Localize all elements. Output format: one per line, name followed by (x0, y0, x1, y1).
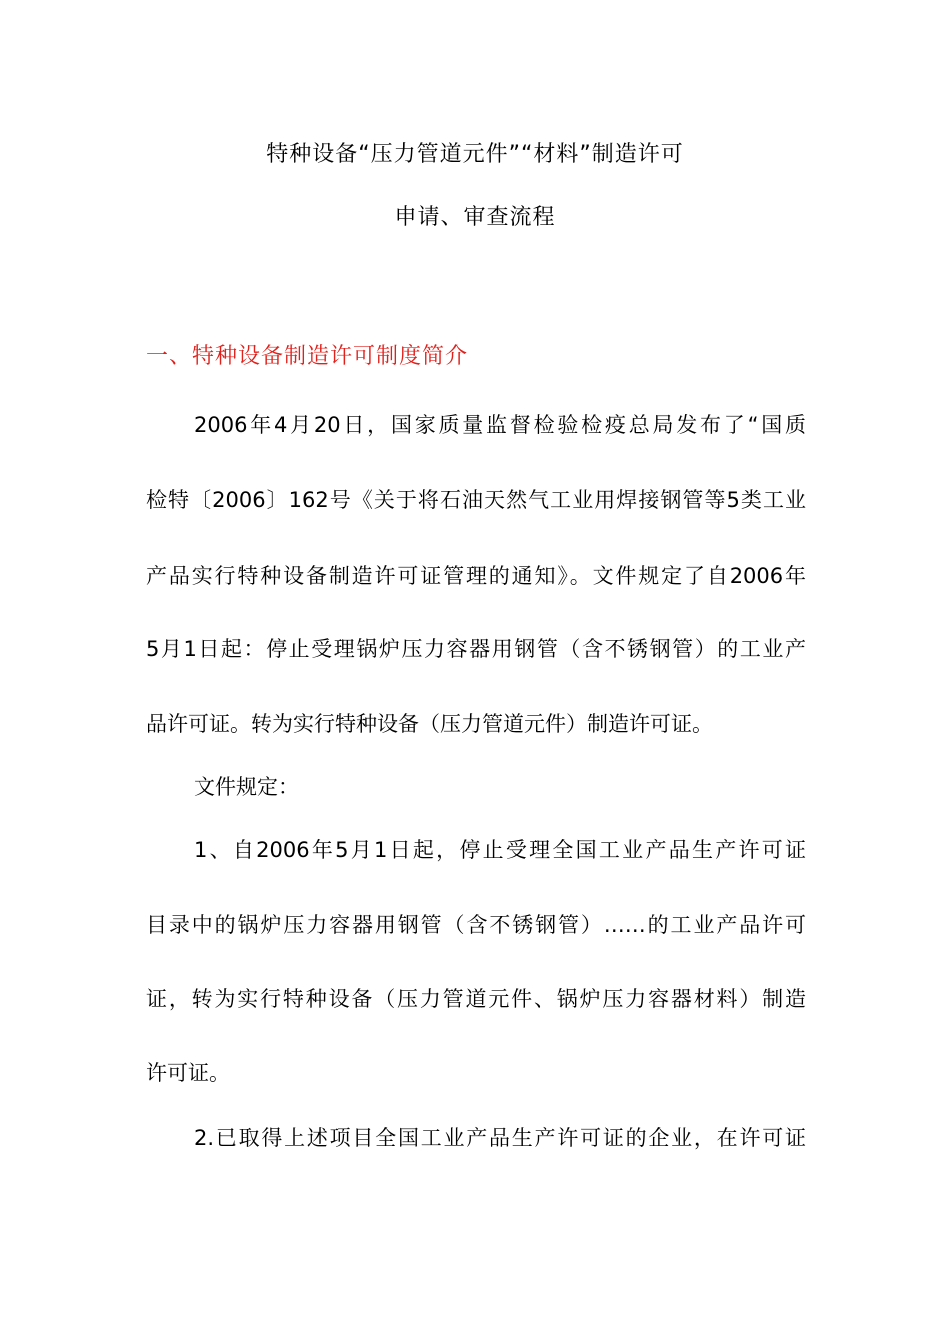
section-heading: 一、特种设备制造许可制度简介 (146, 344, 469, 369)
paragraph-1-line-1: 2006年4月20日，国家质量监督检验检疫总局发布了“国质 (194, 413, 806, 437)
rules-label: 文件规定： (194, 775, 299, 799)
document-title-line-1: 特种设备“压力管道元件”“材料”制造许可 (266, 142, 684, 167)
item-1-line-4: 许可证。 (146, 1061, 230, 1085)
item-1-line-1: 1、自2006年5月1日起，停止受理全国工业产品生产许可证 (194, 838, 806, 862)
item-1-line-3: 证，转为实行特种设备（压力管道元件、锅炉压力容器材料）制造 (146, 987, 806, 1011)
paragraph-1-line-3: 产品实行特种设备制造许可证管理的通知》。文件规定了自2006年 (146, 564, 806, 588)
paragraph-1-line-5: 品许可证。转为实行特种设备（压力管道元件）制造许可证。 (146, 712, 713, 736)
item-2-line-1: 2.已取得上述项目全国工业产品生产许可证的企业，在许可证 (194, 1126, 806, 1150)
item-1-line-2: 目录中的锅炉压力容器用钢管（含不锈钢管）……的工业产品许可 (146, 913, 806, 937)
paragraph-1-line-4: 5月1日起：停止受理锅炉压力容器用钢管（含不锈钢管）的工业产 (146, 637, 806, 661)
document-title-line-2: 申请、审查流程 (394, 205, 556, 230)
paragraph-1-line-2: 检特〔2006〕162号《关于将石油天然气工业用焊接钢管等5类工业 (146, 488, 806, 512)
